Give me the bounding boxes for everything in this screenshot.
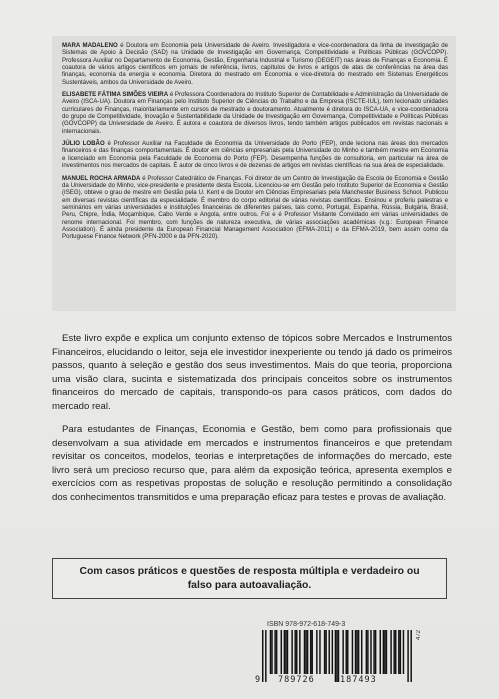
barcode-right-digits: 187493 xyxy=(340,675,377,685)
barcode-bar xyxy=(398,630,399,674)
barcode-bar xyxy=(352,630,353,674)
barcode-bar xyxy=(335,630,336,682)
author-name: MANUEL ROCHA ARMADA xyxy=(62,174,141,182)
barcode-bar xyxy=(299,630,300,674)
barcode-bar xyxy=(324,630,325,674)
barcode-bar xyxy=(390,630,391,674)
author-name: ELISABETE FÁTIMA SIMÕES VIEIRA xyxy=(62,91,169,99)
author-name: MARA MADALENO xyxy=(62,42,118,49)
barcode-bar xyxy=(287,630,288,674)
barcode-bar xyxy=(305,630,306,674)
barcode-bar xyxy=(393,630,394,674)
barcode-bar xyxy=(319,630,320,674)
description-paragraph: Este livro expõe e explica um conjunto extenso de tópicos sobre Mercados e Instrumentos Financeiros, elucidando o leitor, seja ele investidor inexperiente ou tendo já dado os primeiros passos, quanto à seleção e gestão dos seus investimentos. Mais do que teoria, proporciona uma visão clara, sucinta e sistematizada dos principais conceitos sobre os instrumentos financeiros do mercado de capitais, transpondo-os para casos práticos, com dados do mercado real. xyxy=(52,333,452,412)
barcode-bar xyxy=(285,630,286,674)
description-paragraph: Para estudantes de Finanças, Economia e Gestão, bem como para profissionais que desenvolvam a sua atividade em mercados e instrumentos financeiros e que pretendam revisitar os conceitos, modelos, teorias e interpretações de informações do mercado, este livro será um precioso recurso que, para além da exposição teórica, apresenta exemplos e exercícios com as respetivas propostas de solução e resolução permitindo a consolidação dos conhecimentos transmitidos e uma preparação eficaz para testes e provas de avaliação. xyxy=(52,424,452,503)
barcode-bar xyxy=(384,630,385,674)
isbn-label: ISBN 978-972-618-749-3 xyxy=(267,621,346,628)
barcode-bar xyxy=(274,630,275,674)
barcode-bar xyxy=(342,630,343,674)
barcode-bar xyxy=(403,630,404,674)
price-code: 472 xyxy=(416,630,422,641)
barcode-bar xyxy=(366,630,367,674)
barcode-bar xyxy=(347,630,348,674)
author-name: JÚLIO LOBÃO xyxy=(62,140,105,148)
barcode-bar xyxy=(281,630,282,674)
author-bio xyxy=(62,175,448,241)
barcode-bar xyxy=(332,630,333,674)
barcode-bar xyxy=(407,630,408,682)
barcode-bar xyxy=(294,630,295,674)
barcode-bar xyxy=(373,630,374,674)
author-bio xyxy=(62,140,448,169)
barcode-bar xyxy=(386,630,387,674)
feature-callout-box xyxy=(52,558,447,599)
barcode-bar xyxy=(265,630,266,682)
barcode-bar xyxy=(356,630,357,674)
barcode-bar xyxy=(325,630,326,674)
author-bio-text: é Professor Auxiliar na Faculdade de Economia da Universidade do Porto (FEP), onde leciona nas áreas dos mercados financeiros e das finanças comportamentais. É doutor em ciências empresariais pela Universidade do Minho e também mestre em Economia e licenciado em Economia pela Faculdade de Economia do Porto (FEP). Desempenha funções de consultoria, em particular na área de investimentos nos mercados de capitais. É autor de cinco livros e de dezenas de artigos em revistas científicas na sua área de especialidade. xyxy=(62,140,448,170)
feature-callout-text: Com casos práticos e questões de resposta múltipla e verdadeiro ou falso para autoavaliação. xyxy=(79,566,420,591)
barcode-bar xyxy=(336,630,337,682)
barcode-bar xyxy=(400,630,401,674)
barcode-bar xyxy=(271,630,272,674)
barcode-bar xyxy=(311,630,312,674)
barcode-bar xyxy=(310,630,311,674)
barcode-bar xyxy=(358,630,359,674)
barcode-bar xyxy=(316,630,317,674)
author-bio xyxy=(62,42,448,86)
barcode-bar xyxy=(291,630,292,674)
barcode-bar xyxy=(346,630,347,674)
book-description xyxy=(52,332,452,514)
barcode-bar xyxy=(307,630,308,674)
author-bios-box xyxy=(52,36,456,311)
barcode-bar xyxy=(370,630,371,674)
barcode-bar xyxy=(296,630,297,674)
barcode-bar xyxy=(270,630,271,674)
barcode-bar xyxy=(380,630,381,674)
author-bio-text: é Professora Coordenadora do Instituto Superior de Contabilidade e Administração da Universidade de Aveiro (ISCA-UA). Doutora em Finanças pelo Instituto Superior de Ciências do Trabalho e da Empresa (ISCTE-IUL), tem lecionado unidades curriculares de Finanças, maioritariamente em cursos de mestrado e doutoramento. Atualmente é diretora do ISCA-UA, e vice-coordenadora do grupo de Competitividade, Inovação e Sustentabilidade da Unidade de Investigação em Governança, Competitividade e Políticas Públicas (GOVCOPP) da Universidade de Aveiro. É autora e coautora de diversos livros, tendo também artigos publicados em revistas nacionais e internacionais. xyxy=(62,91,448,135)
barcode-bar xyxy=(367,630,368,674)
barcode-bar xyxy=(355,630,356,674)
barcode-bar xyxy=(410,630,411,682)
barcode-first-digit: 9 xyxy=(255,675,261,685)
barcode-bar xyxy=(395,630,396,674)
author-bio-text: é Professor Catedrático de Finanças. Foi diretor de um Centro de Investigação da Escola de Economia e Gestão da Universidade do Minho, vice-presidente e presidente desta Escola. Licenciou-se em Gestão pelo Instituto Superior de Economia e Gestão (ISEG), obteve o grau de mestre em Gestão pela U. Kent e de Doutor em Ciências Empresariais pela Manchester Business School. Publicou em diversas revistas científicas da especialidade. É membro do corpo editorial de várias revistas científicas. Ensinou e proferiu palestras e seminários em várias universidades e instituições financeiras de diferentes países, tais como, Portugal, Espanha, Rússia, Bulgária, Brasil, Peru, Chipre, Índia, Moçambique, Cabo Verde e Angola, entre outros. Foi e é Professor Visitante Convidado em várias universidades de renome internacional. Foi membro, com funções de natureza executiva, de várias associações académicas (v.g.: European Finance Association). É ainda presidente da European Financial Management Association (EFMA-2011) e da EFMA-2019, bem assim como da Portuguese Finance Network (PFN-2000 e da PFN-2020). xyxy=(62,174,448,241)
author-bio xyxy=(62,91,448,135)
barcode-bar xyxy=(262,630,263,682)
barcode-left-digits: 789726 xyxy=(278,675,315,685)
barcode-bar xyxy=(276,630,277,674)
author-bio-text: é Doutora em Economia pela Universidade de Aveiro. Investigadora e vice-coordenadora da linha de investigação de Sistemas de Apoio à Decisão (SAD) na Unidade de Investigação em Governança, Competitividade e Políticas Públicas (GOVCOPP). Professora Auxiliar no Departamento de Economia, Gestão, Engenharia Industrial e Turismo (DEGEIT) nas áreas de Finanças e Economia. É coautora de vários artigos científicos em jornais de referência, livros, capítulos de livros e artigos de atas de conferências na área das finanças, economia da energia e economia. Diretora do mestrado em Economia e vice-diretora do mestrado em Sistemas Energéticos Sustentáveis, ambos da Universidade de Aveiro. xyxy=(62,42,448,86)
barcode-bar xyxy=(383,630,384,674)
barcode-bar xyxy=(328,630,329,674)
barcode-bar xyxy=(284,630,285,674)
barcode-bar xyxy=(361,630,362,674)
barcode-bar xyxy=(304,630,305,674)
barcode-bar xyxy=(375,630,376,674)
